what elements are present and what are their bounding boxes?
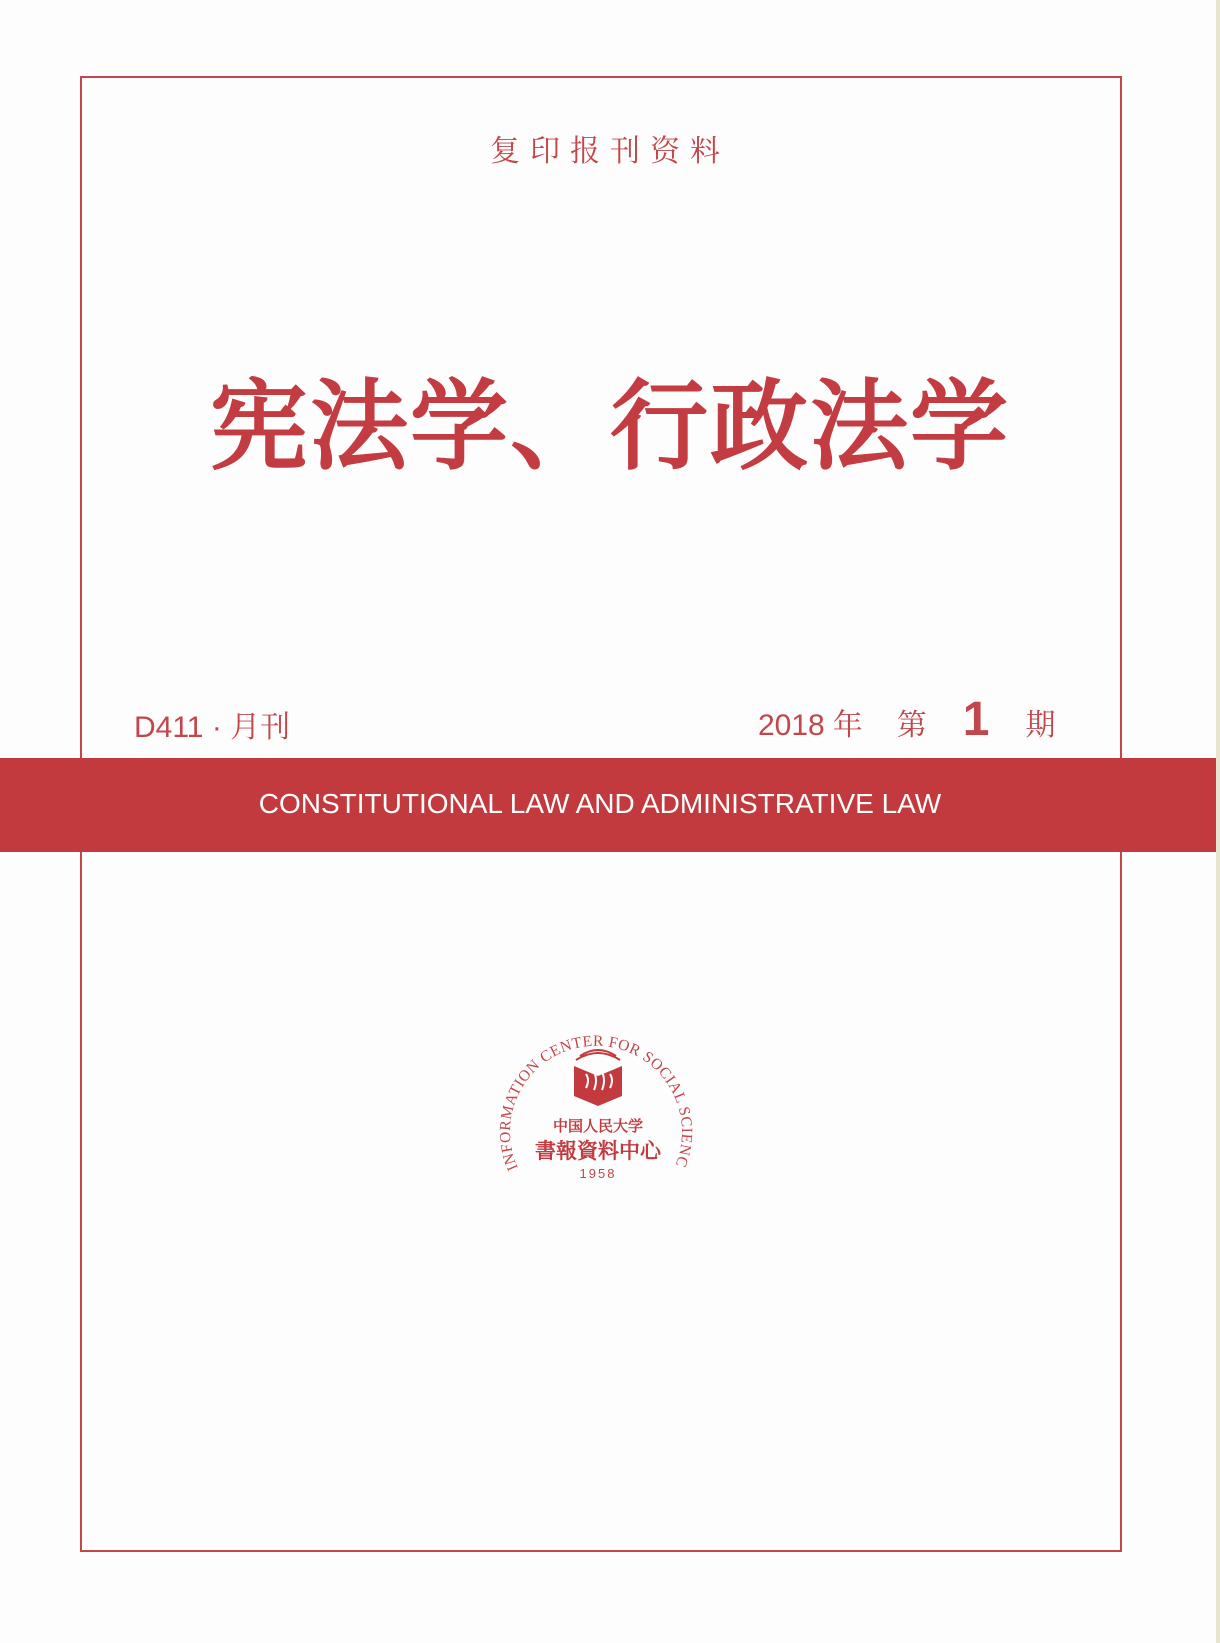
logo-ring-text: INFORMATION CENTER FOR SOCIAL SCIENC xyxy=(496,1032,696,1174)
issue-number: 1 xyxy=(962,693,990,746)
issue-suffix: 期 xyxy=(1025,709,1056,742)
logo-cn-line1: 中国人民大学 xyxy=(552,1117,644,1135)
book-icon xyxy=(574,1050,622,1106)
issue-prefix: 第 xyxy=(896,709,927,742)
journal-title: 宪法学、行政法学 xyxy=(209,370,1010,484)
issue-info xyxy=(758,692,1055,747)
english-title: CONSTITUTIONAL LAW AND ADMINISTRATIVE LAW xyxy=(258,788,942,819)
logo-cn-line2: 書報資料中心 xyxy=(535,1138,661,1163)
issue-year: 2018 xyxy=(758,709,825,742)
series-name: 复印报刊资料 xyxy=(490,134,730,169)
year-label: 年 xyxy=(832,709,863,742)
logo-year: 1958 xyxy=(579,1166,617,1181)
publisher-seal xyxy=(488,1018,708,1238)
classification-code: D411 · 月刊 xyxy=(134,711,291,744)
page-edge xyxy=(1216,0,1220,1643)
publisher-logo xyxy=(488,1018,708,1238)
